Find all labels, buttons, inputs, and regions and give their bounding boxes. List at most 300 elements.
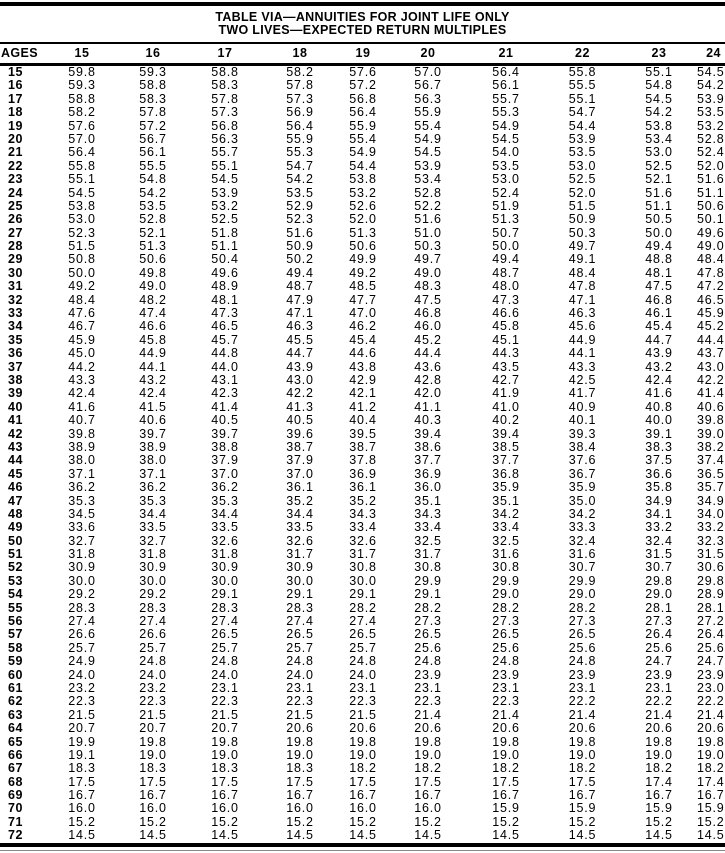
value-cell: 43.0 bbox=[286, 372, 314, 387]
value-cell: 24.7 bbox=[697, 654, 725, 669]
value-cell: 47.1 bbox=[286, 306, 314, 321]
value-cell: 34.1 bbox=[645, 506, 673, 521]
value-cell: 19.8 bbox=[568, 734, 597, 749]
table-row bbox=[0, 548, 725, 561]
value-cell: 32.7 bbox=[139, 533, 167, 548]
table-row bbox=[0, 829, 725, 842]
value-cell: 53.0 bbox=[492, 172, 520, 187]
value-cell: 40.5 bbox=[211, 413, 239, 428]
value-cell: 15.2 bbox=[492, 814, 520, 829]
value-cell: 21.4 bbox=[568, 707, 597, 722]
value-cell: 22.3 bbox=[211, 694, 239, 709]
value-cell: 21.5 bbox=[286, 707, 314, 722]
value-cell: 47.5 bbox=[645, 279, 673, 294]
value-cell: 38.0 bbox=[68, 453, 96, 468]
value-cell: 52.2 bbox=[414, 198, 442, 213]
value-cell: 35.1 bbox=[414, 493, 442, 508]
value-cell: 37.6 bbox=[568, 453, 597, 468]
value-cell: 56.3 bbox=[414, 91, 442, 106]
value-cell: 19.8 bbox=[286, 734, 314, 749]
value-cell: 36.2 bbox=[139, 480, 167, 495]
value-cell: 29.2 bbox=[68, 587, 96, 602]
value-cell: 19.0 bbox=[139, 747, 167, 762]
column-header-15: 15 bbox=[74, 45, 90, 60]
age-cell: 26 bbox=[8, 212, 23, 227]
value-cell: 39.0 bbox=[697, 426, 725, 441]
value-cell: 15.2 bbox=[286, 814, 314, 829]
value-cell: 28.2 bbox=[492, 600, 520, 615]
table-row bbox=[0, 588, 725, 601]
value-cell: 53.2 bbox=[697, 118, 725, 133]
value-cell: 55.4 bbox=[349, 131, 377, 146]
value-cell: 23.2 bbox=[68, 680, 96, 695]
value-cell: 29.9 bbox=[414, 573, 442, 588]
value-cell: 55.1 bbox=[568, 91, 597, 106]
table-row bbox=[0, 521, 725, 534]
value-cell: 14.5 bbox=[139, 828, 167, 843]
value-cell: 23.0 bbox=[697, 680, 725, 695]
value-cell: 56.9 bbox=[286, 105, 314, 120]
value-cell: 46.8 bbox=[645, 292, 673, 307]
value-cell: 54.8 bbox=[645, 78, 673, 93]
value-cell: 44.2 bbox=[68, 359, 96, 374]
value-cell: 17.5 bbox=[492, 774, 520, 789]
value-cell: 53.9 bbox=[568, 131, 597, 146]
value-cell: 47.9 bbox=[286, 292, 314, 307]
value-cell: 42.0 bbox=[414, 386, 442, 401]
age-cell: 36 bbox=[8, 346, 23, 361]
value-cell: 53.4 bbox=[414, 172, 442, 187]
value-cell: 19.8 bbox=[414, 734, 442, 749]
value-cell: 55.3 bbox=[492, 105, 520, 120]
value-cell: 51.3 bbox=[492, 212, 520, 227]
table-title-line1: TABLE VIA—ANNUITIES FOR JOINT LIFE ONLY bbox=[215, 10, 510, 24]
age-cell: 72 bbox=[8, 828, 23, 843]
value-cell: 58.2 bbox=[286, 65, 314, 79]
value-cell: 34.3 bbox=[414, 506, 442, 521]
value-cell: 49.8 bbox=[139, 265, 167, 280]
value-cell: 30.0 bbox=[139, 573, 167, 588]
age-cell: 50 bbox=[8, 533, 23, 548]
ages-column-header: AGES bbox=[1, 45, 39, 60]
value-cell: 54.0 bbox=[492, 145, 520, 160]
table-row bbox=[0, 709, 725, 722]
value-cell: 29.9 bbox=[492, 573, 520, 588]
value-cell: 46.0 bbox=[414, 319, 442, 334]
value-cell: 50.0 bbox=[645, 225, 673, 240]
value-cell: 49.4 bbox=[492, 252, 520, 267]
value-cell: 34.0 bbox=[697, 506, 725, 521]
age-cell: 67 bbox=[8, 761, 23, 776]
value-cell: 48.4 bbox=[68, 292, 96, 307]
value-cell: 19.0 bbox=[568, 747, 597, 762]
value-cell: 24.8 bbox=[414, 654, 442, 669]
age-cell: 61 bbox=[8, 680, 23, 695]
value-cell: 20.7 bbox=[68, 721, 96, 736]
value-cell: 55.5 bbox=[568, 78, 597, 93]
value-cell: 20.6 bbox=[697, 721, 725, 736]
age-cell: 52 bbox=[8, 560, 23, 575]
value-cell: 29.0 bbox=[568, 587, 597, 602]
value-cell: 21.4 bbox=[414, 707, 442, 722]
value-cell: 33.2 bbox=[697, 520, 725, 535]
value-cell: 26.5 bbox=[414, 627, 442, 642]
value-cell: 49.9 bbox=[349, 252, 377, 267]
value-cell: 51.9 bbox=[492, 198, 520, 213]
value-cell: 58.8 bbox=[68, 91, 96, 106]
value-cell: 57.0 bbox=[68, 131, 96, 146]
value-cell: 31.8 bbox=[211, 547, 239, 562]
age-cell: 68 bbox=[8, 774, 23, 789]
value-cell: 28.1 bbox=[697, 600, 725, 615]
value-cell: 40.9 bbox=[568, 399, 597, 414]
value-cell: 43.7 bbox=[697, 346, 725, 361]
value-cell: 38.9 bbox=[68, 439, 96, 454]
age-cell: 51 bbox=[8, 547, 23, 562]
value-cell: 36.2 bbox=[68, 480, 96, 495]
age-cell: 27 bbox=[8, 225, 23, 240]
value-cell: 31.8 bbox=[68, 547, 96, 562]
value-cell: 54.9 bbox=[414, 131, 442, 146]
value-cell: 50.3 bbox=[414, 239, 442, 254]
table-row bbox=[0, 253, 725, 266]
age-cell: 47 bbox=[8, 493, 23, 508]
value-cell: 37.5 bbox=[645, 453, 673, 468]
value-cell: 30.7 bbox=[645, 560, 673, 575]
value-cell: 51.0 bbox=[414, 225, 442, 240]
value-cell: 33.4 bbox=[414, 520, 442, 535]
value-cell: 49.7 bbox=[414, 252, 442, 267]
value-cell: 25.7 bbox=[349, 640, 377, 655]
value-cell: 53.5 bbox=[697, 105, 725, 120]
value-cell: 38.7 bbox=[349, 439, 377, 454]
value-cell: 38.7 bbox=[286, 439, 314, 454]
value-cell: 28.3 bbox=[211, 600, 239, 615]
value-cell: 57.8 bbox=[211, 91, 239, 106]
value-cell: 19.9 bbox=[68, 734, 96, 749]
value-cell: 18.2 bbox=[645, 761, 673, 776]
age-cell: 42 bbox=[8, 426, 23, 441]
value-cell: 23.2 bbox=[139, 680, 167, 695]
value-cell: 57.0 bbox=[414, 65, 442, 79]
table-row bbox=[0, 441, 725, 454]
value-cell: 36.1 bbox=[286, 480, 314, 495]
value-cell: 45.2 bbox=[414, 332, 442, 347]
value-cell: 39.5 bbox=[349, 426, 377, 441]
value-cell: 19.0 bbox=[349, 747, 377, 762]
value-cell: 29.9 bbox=[568, 573, 597, 588]
value-cell: 55.8 bbox=[68, 158, 96, 173]
value-cell: 30.0 bbox=[68, 573, 96, 588]
table-row bbox=[0, 146, 725, 159]
value-cell: 18.2 bbox=[568, 761, 597, 776]
age-cell: 60 bbox=[8, 667, 23, 682]
value-cell: 52.5 bbox=[568, 172, 597, 187]
value-cell: 22.2 bbox=[645, 694, 673, 709]
value-cell: 19.1 bbox=[68, 747, 96, 762]
value-cell: 17.5 bbox=[139, 774, 167, 789]
value-cell: 22.3 bbox=[286, 694, 314, 709]
value-cell: 55.4 bbox=[414, 118, 442, 133]
value-cell: 15.9 bbox=[492, 801, 520, 816]
value-cell: 25.7 bbox=[68, 640, 96, 655]
value-cell: 46.5 bbox=[697, 292, 725, 307]
value-cell: 15.2 bbox=[139, 814, 167, 829]
value-cell: 20.6 bbox=[349, 721, 377, 736]
value-cell: 49.0 bbox=[139, 279, 167, 294]
value-cell: 30.8 bbox=[349, 560, 377, 575]
table-row bbox=[0, 454, 725, 467]
age-cell: 63 bbox=[8, 707, 23, 722]
value-cell: 29.0 bbox=[645, 587, 673, 602]
value-cell: 16.0 bbox=[349, 801, 377, 816]
value-cell: 23.9 bbox=[697, 667, 725, 682]
value-cell: 40.5 bbox=[286, 413, 314, 428]
value-cell: 22.3 bbox=[414, 694, 442, 709]
value-cell: 16.7 bbox=[697, 788, 725, 803]
value-cell: 53.5 bbox=[492, 158, 520, 173]
value-cell: 50.9 bbox=[568, 212, 597, 227]
value-cell: 30.9 bbox=[68, 560, 96, 575]
value-cell: 55.1 bbox=[645, 65, 673, 79]
table-row bbox=[0, 374, 725, 387]
value-cell: 15.9 bbox=[645, 801, 673, 816]
value-cell: 15.9 bbox=[568, 801, 597, 816]
value-cell: 34.2 bbox=[568, 506, 597, 521]
age-cell: 65 bbox=[8, 734, 23, 749]
value-cell: 50.9 bbox=[286, 239, 314, 254]
value-cell: 54.9 bbox=[492, 118, 520, 133]
value-cell: 18.2 bbox=[697, 761, 725, 776]
value-cell: 50.6 bbox=[697, 198, 725, 213]
table-title-line2: TWO LIVES—EXPECTED RETURN MULTIPLES bbox=[218, 23, 507, 37]
value-cell: 43.3 bbox=[68, 372, 96, 387]
value-cell: 18.3 bbox=[68, 761, 96, 776]
value-cell: 55.9 bbox=[286, 131, 314, 146]
value-cell: 41.4 bbox=[211, 399, 239, 414]
value-cell: 49.1 bbox=[568, 252, 597, 267]
value-cell: 46.3 bbox=[568, 306, 597, 321]
value-cell: 52.1 bbox=[139, 225, 167, 240]
value-cell: 24.9 bbox=[68, 654, 96, 669]
value-cell: 58.3 bbox=[211, 78, 239, 93]
value-cell: 57.8 bbox=[286, 78, 314, 93]
table-row bbox=[0, 294, 725, 307]
value-cell: 53.0 bbox=[645, 145, 673, 160]
value-cell: 39.3 bbox=[568, 426, 597, 441]
value-cell: 53.5 bbox=[568, 145, 597, 160]
value-cell: 30.8 bbox=[492, 560, 520, 575]
age-cell: 34 bbox=[8, 319, 23, 334]
value-cell: 49.0 bbox=[414, 265, 442, 280]
table-row bbox=[0, 93, 725, 106]
age-cell: 58 bbox=[8, 640, 23, 655]
value-cell: 41.6 bbox=[68, 399, 96, 414]
age-cell: 49 bbox=[8, 520, 23, 535]
value-cell: 45.8 bbox=[139, 332, 167, 347]
value-cell: 38.5 bbox=[492, 439, 520, 454]
value-cell: 24.8 bbox=[211, 654, 239, 669]
value-cell: 43.5 bbox=[492, 359, 520, 374]
value-cell: 34.5 bbox=[68, 506, 96, 521]
value-cell: 53.9 bbox=[211, 185, 239, 200]
value-cell: 30.9 bbox=[211, 560, 239, 575]
value-cell: 15.2 bbox=[645, 814, 673, 829]
column-header-19: 19 bbox=[355, 45, 371, 60]
value-cell: 52.8 bbox=[414, 185, 442, 200]
value-cell: 52.9 bbox=[286, 198, 314, 213]
table-row bbox=[0, 481, 725, 494]
value-cell: 40.8 bbox=[645, 399, 673, 414]
age-cell: 17 bbox=[8, 91, 23, 106]
age-cell: 40 bbox=[8, 399, 23, 414]
table-row bbox=[0, 722, 725, 735]
value-cell: 21.5 bbox=[68, 707, 96, 722]
value-cell: 56.7 bbox=[139, 131, 167, 146]
value-cell: 30.7 bbox=[568, 560, 597, 575]
value-cell: 53.0 bbox=[568, 158, 597, 173]
column-header-24: 24 bbox=[706, 45, 721, 60]
age-cell: 19 bbox=[8, 118, 23, 133]
value-cell: 14.5 bbox=[645, 828, 673, 843]
value-cell: 21.4 bbox=[645, 707, 673, 722]
value-cell: 22.3 bbox=[492, 694, 520, 709]
value-cell: 55.7 bbox=[211, 145, 239, 160]
value-cell: 54.4 bbox=[568, 118, 597, 133]
value-cell: 19.8 bbox=[697, 734, 725, 749]
value-cell: 56.7 bbox=[414, 78, 442, 93]
value-cell: 34.3 bbox=[349, 506, 377, 521]
value-cell: 55.8 bbox=[568, 65, 597, 79]
value-cell: 47.1 bbox=[568, 292, 597, 307]
value-cell: 54.5 bbox=[211, 172, 239, 187]
value-cell: 16.0 bbox=[414, 801, 442, 816]
value-cell: 54.5 bbox=[697, 65, 725, 79]
column-header-18: 18 bbox=[292, 45, 308, 60]
age-cell: 38 bbox=[8, 372, 23, 387]
value-cell: 38.9 bbox=[139, 439, 167, 454]
age-cell: 70 bbox=[8, 801, 23, 816]
value-cell: 14.5 bbox=[349, 828, 377, 843]
value-cell: 42.9 bbox=[349, 372, 377, 387]
value-cell: 37.4 bbox=[697, 453, 725, 468]
value-cell: 53.9 bbox=[414, 158, 442, 173]
age-cell: 22 bbox=[8, 158, 23, 173]
value-cell: 31.7 bbox=[414, 547, 442, 562]
value-cell: 19.0 bbox=[492, 747, 520, 762]
value-cell: 56.1 bbox=[139, 145, 167, 160]
table-row bbox=[0, 508, 725, 521]
value-cell: 52.0 bbox=[697, 158, 725, 173]
table-row bbox=[0, 736, 725, 749]
value-cell: 28.2 bbox=[414, 600, 442, 615]
value-cell: 44.9 bbox=[568, 332, 597, 347]
age-cell: 53 bbox=[8, 573, 23, 588]
value-cell: 45.6 bbox=[568, 319, 597, 334]
value-cell: 22.3 bbox=[68, 694, 96, 709]
value-cell: 46.1 bbox=[645, 306, 673, 321]
value-cell: 36.5 bbox=[697, 466, 725, 481]
value-cell: 29.1 bbox=[414, 587, 442, 602]
value-cell: 28.3 bbox=[286, 600, 314, 615]
age-cell: 18 bbox=[8, 105, 23, 120]
table-row bbox=[0, 669, 725, 682]
value-cell: 24.8 bbox=[139, 654, 167, 669]
value-cell: 53.2 bbox=[211, 198, 239, 213]
value-cell: 50.7 bbox=[492, 225, 520, 240]
value-cell: 28.3 bbox=[68, 600, 96, 615]
value-cell: 40.6 bbox=[697, 399, 725, 414]
value-cell: 55.1 bbox=[68, 172, 96, 187]
value-cell: 24.0 bbox=[349, 667, 377, 682]
value-cell: 17.4 bbox=[645, 774, 673, 789]
value-cell: 31.8 bbox=[139, 547, 167, 562]
value-cell: 52.3 bbox=[286, 212, 314, 227]
value-cell: 57.6 bbox=[68, 118, 96, 133]
value-cell: 20.6 bbox=[645, 721, 673, 736]
value-cell: 48.7 bbox=[492, 265, 520, 280]
value-cell: 36.7 bbox=[568, 466, 597, 481]
column-header-22: 22 bbox=[575, 45, 590, 60]
value-cell: 46.8 bbox=[414, 306, 442, 321]
table-row bbox=[0, 816, 725, 829]
value-cell: 33.6 bbox=[68, 520, 96, 535]
table-row bbox=[0, 361, 725, 374]
value-cell: 49.0 bbox=[697, 239, 725, 254]
value-cell: 36.0 bbox=[414, 480, 442, 495]
value-cell: 37.1 bbox=[139, 466, 167, 481]
value-cell: 25.6 bbox=[697, 640, 725, 655]
value-cell: 18.3 bbox=[211, 761, 239, 776]
value-cell: 51.1 bbox=[645, 198, 673, 213]
value-cell: 35.8 bbox=[645, 480, 673, 495]
value-cell: 27.2 bbox=[697, 614, 725, 629]
value-cell: 26.5 bbox=[286, 627, 314, 642]
value-cell: 17.5 bbox=[211, 774, 239, 789]
value-cell: 41.9 bbox=[492, 386, 520, 401]
value-cell: 37.0 bbox=[286, 466, 314, 481]
value-cell: 34.9 bbox=[697, 493, 725, 508]
value-cell: 56.3 bbox=[211, 131, 239, 146]
value-cell: 49.6 bbox=[211, 265, 239, 280]
table-row bbox=[0, 106, 725, 119]
value-cell: 29.1 bbox=[286, 587, 314, 602]
value-cell: 35.3 bbox=[139, 493, 167, 508]
value-cell: 40.2 bbox=[492, 413, 520, 428]
age-cell: 21 bbox=[8, 145, 23, 160]
value-cell: 49.2 bbox=[68, 279, 96, 294]
value-cell: 22.3 bbox=[139, 694, 167, 709]
value-cell: 16.7 bbox=[286, 788, 314, 803]
value-cell: 27.3 bbox=[414, 614, 442, 629]
value-cell: 25.6 bbox=[414, 640, 442, 655]
value-cell: 19.8 bbox=[139, 734, 167, 749]
value-cell: 41.0 bbox=[492, 399, 520, 414]
value-cell: 29.8 bbox=[645, 573, 673, 588]
value-cell: 45.7 bbox=[211, 332, 239, 347]
value-cell: 26.5 bbox=[349, 627, 377, 642]
value-cell: 37.1 bbox=[68, 466, 96, 481]
value-cell: 54.5 bbox=[68, 185, 96, 200]
value-cell: 31.7 bbox=[286, 547, 314, 562]
value-cell: 24.8 bbox=[349, 654, 377, 669]
table-row bbox=[0, 561, 725, 574]
value-cell: 45.4 bbox=[349, 332, 377, 347]
value-cell: 15.2 bbox=[68, 814, 96, 829]
value-cell: 45.0 bbox=[68, 346, 96, 361]
value-cell: 29.2 bbox=[139, 587, 167, 602]
value-cell: 54.5 bbox=[414, 145, 442, 160]
